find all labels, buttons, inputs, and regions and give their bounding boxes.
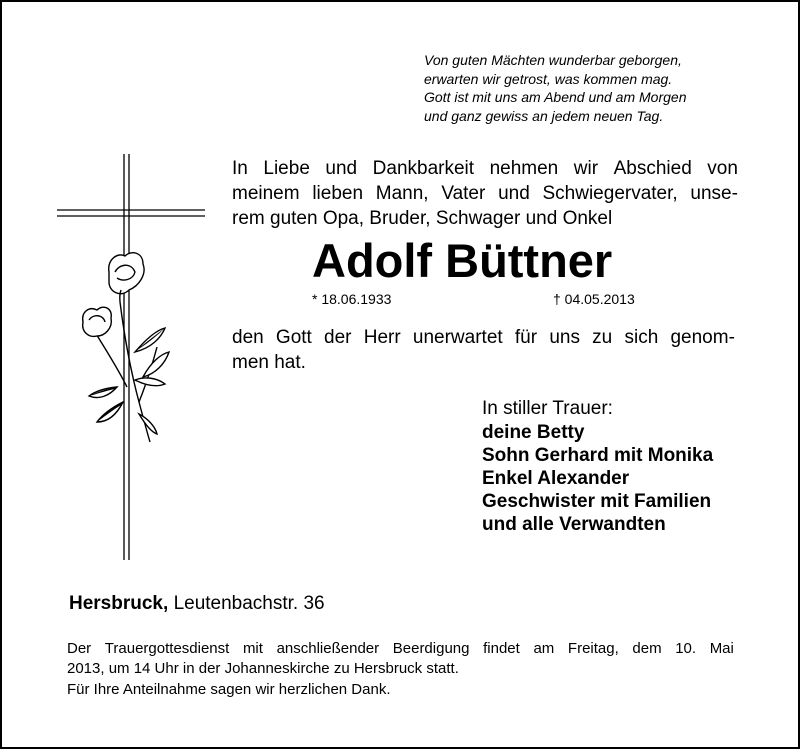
service-word: findet bbox=[483, 640, 520, 657]
mourner: Enkel Alexander bbox=[482, 468, 630, 489]
intro-word: In bbox=[232, 158, 248, 179]
service-word: Der bbox=[67, 640, 92, 657]
death-date: † 04.05.2013 bbox=[553, 291, 635, 307]
closing-word: der bbox=[324, 327, 352, 348]
intro-word: Schwiegervater, bbox=[542, 183, 678, 204]
service-word: 10. bbox=[675, 640, 697, 657]
cross-with-roses-icon bbox=[47, 152, 212, 562]
intro-word: Liebe bbox=[263, 158, 310, 179]
intro-word: Abschied bbox=[613, 158, 692, 179]
intro-word: nehmen bbox=[489, 158, 559, 179]
address-street: Leutenbachstr. 36 bbox=[173, 593, 325, 614]
intro-word: unse- bbox=[690, 183, 738, 204]
service-line bbox=[67, 639, 734, 659]
mourners-list bbox=[482, 421, 713, 536]
intro-word: von bbox=[707, 158, 738, 179]
poem-line: Gott ist mit uns am Abend und am Morgen bbox=[424, 89, 687, 105]
closing-word: zu bbox=[592, 327, 613, 348]
intro-word: Vater bbox=[441, 183, 486, 204]
service-word: anschließender bbox=[276, 640, 380, 657]
closing-word: für bbox=[514, 327, 538, 348]
closing-text bbox=[232, 325, 735, 375]
thanks-text: Für Ihre Anteilnahme sagen wir herzlichen Dank. bbox=[67, 681, 391, 698]
service-word: Freitag, bbox=[567, 640, 619, 657]
closing-line bbox=[232, 325, 735, 350]
service-info bbox=[67, 639, 734, 679]
closing-word: sich bbox=[624, 327, 659, 348]
mourning-heading: In stiller Trauer: bbox=[482, 398, 613, 419]
closing-word: unerwartet bbox=[412, 327, 503, 348]
mourner: und alle Verwandten bbox=[482, 514, 666, 535]
closing-word: Herr bbox=[363, 327, 401, 348]
poem-line: Von guten Mächten wunderbar geborgen, bbox=[424, 52, 682, 68]
intro-line bbox=[232, 181, 738, 206]
deceased-name: Adolf Büttner bbox=[312, 234, 613, 287]
intro-line bbox=[232, 156, 738, 181]
intro-word: meinem bbox=[232, 183, 300, 204]
closing-line: men hat. bbox=[232, 352, 306, 373]
service-word: dem bbox=[632, 640, 662, 657]
address-town: Hersbruck, bbox=[69, 593, 169, 614]
mourner: Geschwister mit Familien bbox=[482, 491, 712, 512]
service-word: Beerdigung bbox=[392, 640, 470, 657]
intro-word: Dankbarkeit bbox=[372, 158, 475, 179]
closing-word: den bbox=[232, 327, 264, 348]
closing-word: uns bbox=[549, 327, 580, 348]
service-word: mit bbox=[242, 640, 263, 657]
service-word: Mai bbox=[709, 640, 734, 657]
intro-word: Mann, bbox=[375, 183, 429, 204]
service-word: Trauergottesdienst bbox=[104, 640, 230, 657]
poem-line: erwarten wir getrost, was kommen mag. bbox=[424, 70, 673, 87]
poem-line: und ganz gewiss an jedem neuen Tag. bbox=[424, 107, 664, 124]
service-word: am bbox=[533, 640, 555, 657]
intro-word: und bbox=[498, 183, 530, 204]
service-line: 2013, um 14 Uhr in der Johanneskirche zu Hersbruck statt. bbox=[67, 660, 459, 677]
mourner: deine Betty bbox=[482, 422, 585, 443]
intro-word: und bbox=[325, 158, 358, 179]
address bbox=[69, 592, 325, 616]
birth-date: * 18.06.1933 bbox=[312, 291, 392, 307]
mourner: Sohn Gerhard mit Monika bbox=[482, 445, 714, 466]
intro-text bbox=[232, 156, 738, 231]
closing-word: Gott bbox=[275, 327, 312, 348]
intro-word: lieben bbox=[312, 183, 364, 204]
intro-word: wir bbox=[573, 158, 599, 179]
closing-word: genom- bbox=[670, 327, 735, 348]
intro-line: rem guten Opa, Bruder, Schwager und Onkel bbox=[232, 208, 613, 229]
poem bbox=[424, 51, 754, 125]
